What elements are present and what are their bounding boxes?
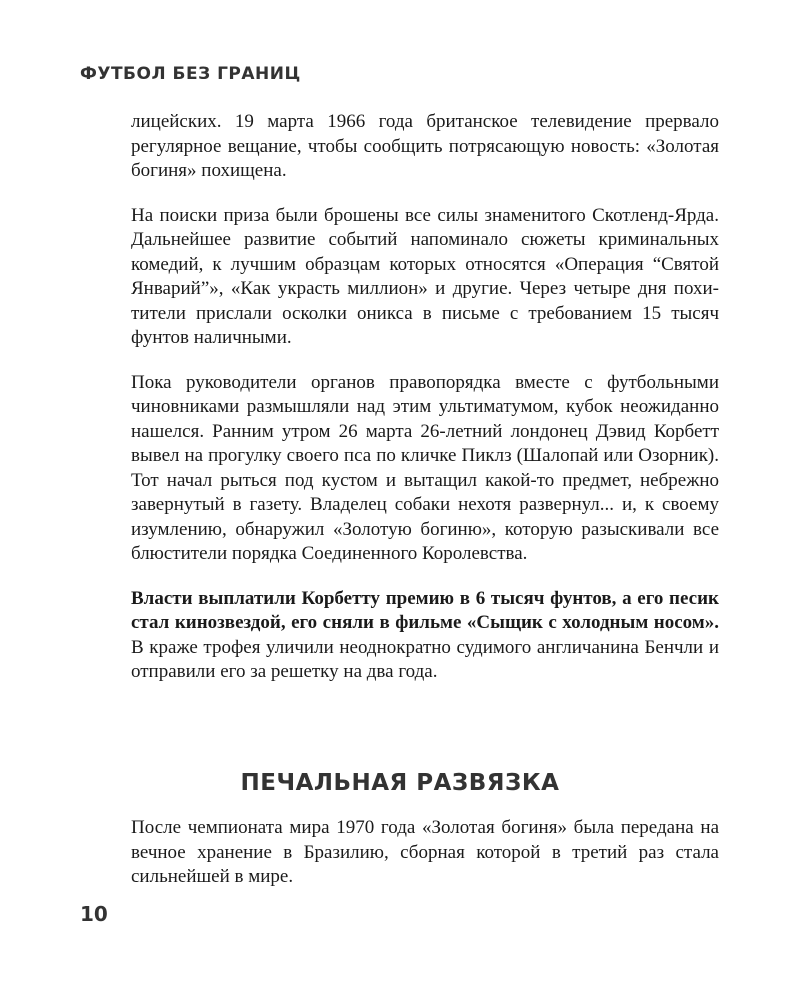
- section-heading: ПЕЧАЛЬНАЯ РАЗВЯЗКА: [240, 770, 560, 796]
- paragraph-4: [131, 587, 719, 685]
- paragraph-4-bold-lead: Власти выплатили Корбетту премию в 6 тысяч фунтов, а его песик стал кинозвездой, его сняли в фильме «Сыщик с холодным носом».: [131, 587, 719, 633]
- paragraph-4-rest: В краже трофея уличили неоднократно судимого англичанина Бенчли и отправили его за решетку на два года.: [131, 636, 719, 682]
- running-head-title: ФУТБОЛ БЕЗ ГРАНИЦ: [80, 64, 301, 84]
- section-paragraph: После чемпионата мира 1970 года «Золотая богиня» была передана на вечное хранение в Бразилию, сборная которой в третий раз стала сильнейшей в мире.: [131, 817, 719, 887]
- page-number: 10: [80, 902, 108, 926]
- paragraph-3: Пока руководители органов правопорядка вместе с футбольными чиновниками размышляли над этим ультиматумом, кубок неожиданно нашелся. Ранним утром 26 марта 26-летний лондонец Дэвид Корбетт вывел на прогулку своего пса по кличке Пиклз (Шалопай или Озорник). Тот начал рыться под кустом и вытащил какой-то предмет, небрежно завернутый в газету. Владелец собаки нехотя развернул... и, к своему изумлению, обнаружил «Золотую богиню», которую разыскивали все блюстители порядка Соединенного Королевства.: [131, 371, 719, 564]
- paragraph-2: На поиски приза были брошены все силы знаменитого Скотленд-Ярда. Дальнейшее развитие событий напоминало сюжеты криминальных комедий, к лучшим образцам которых относятся «Операция “Святой Январий”», «Как украсть миллион» и другие. Через четыре дня похитители прислали осколки оникса в письме с требованием 15 тысяч фунтов наличными.: [131, 204, 719, 348]
- paragraph-1: лицейских. 19 марта 1966 года британское телевидение прервало регулярное вещание, чтобы сообщить потрясающую новость: «Золотая богиня» похищена.: [131, 111, 719, 181]
- section-text-block: [131, 816, 719, 890]
- main-text-block: [131, 110, 719, 685]
